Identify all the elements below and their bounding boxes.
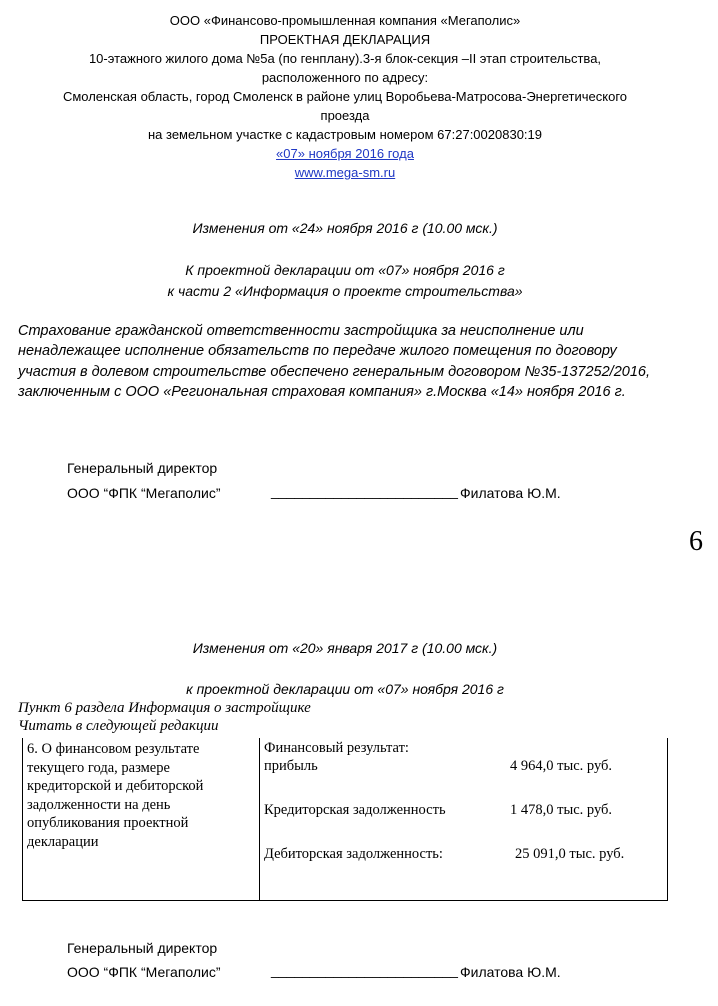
signature2-name: Филатова Ю.М.: [460, 964, 561, 980]
signature1-role: Генеральный директор: [67, 460, 218, 476]
change2-title: Изменения от «20» января 2017 г (10.00 мск.): [192, 640, 498, 656]
page-number: 6: [689, 526, 703, 557]
document-header: [0, 11, 690, 182]
change1-title: Изменения от «24» ноября 2016 г (10.00 мск.): [192, 220, 498, 236]
fin-result-row: [264, 740, 663, 758]
address-caption: расположенного по адресу:: [261, 70, 429, 85]
payables-row: [264, 802, 663, 820]
declaration-date-link[interactable]: «07» ноября 2016 года: [276, 146, 414, 161]
receivables-value: 25 091,0 тыс. руб.: [515, 846, 625, 862]
change2-read-as: Читать в следующей редакции: [18, 718, 219, 734]
signature2-role: Генеральный директор: [67, 940, 218, 956]
signature1-org: ООО “ФПК “Мегаполис”: [67, 485, 221, 501]
table-left-cell: 6. О финансовом результате текущего года, размере кредиторской и дебиторской задолженности на день опубликования проектной декларации: [23, 738, 260, 901]
profit-row: [264, 758, 663, 776]
fin-result-label: Финансовый результат:: [264, 740, 409, 756]
address-line-cont: проезда: [320, 108, 370, 123]
website-link[interactable]: www.mega-sm.ru: [294, 165, 396, 180]
signature1-name: Филатова Ю.М.: [460, 485, 561, 501]
financial-table: [22, 738, 668, 901]
declaration-title: ПРОЕКТНАЯ ДЕКЛАРАЦИЯ: [259, 32, 431, 47]
signature2-line: ________________________: [271, 962, 458, 978]
cadastral-number: на земельном участке с кадастровым номером 67:27:0020830:19: [147, 127, 542, 142]
change2-point: Пункт 6 раздела Информация о застройщике: [18, 700, 311, 716]
receivables-row: [264, 846, 663, 864]
payables-value: 1 478,0 тыс. руб.: [510, 802, 613, 818]
building-description: 10-этажного жилого дома №5а (по генплану).3-я блок-секция –II этап строительства,: [88, 51, 602, 66]
profit-value: 4 964,0 тыс. руб.: [510, 758, 613, 774]
table-row: [23, 738, 668, 901]
address-line: Смоленская область, город Смоленск в районе улиц Воробьева-Матросова-Энергетического: [62, 89, 628, 104]
change1-ref1: К проектной декларации от «07» ноября 2016 г: [185, 262, 505, 278]
change1-ref2: к части 2 «Информация о проекте строительства»: [167, 283, 523, 299]
signature2-org: ООО “ФПК “Мегаполис”: [67, 964, 221, 980]
profit-label: прибыль: [264, 758, 318, 774]
company-name: ООО «Финансово-промышленная компания «Мегаполис»: [169, 13, 521, 28]
change1-body: Страхование гражданской ответственности застройщика за неисполнение или ненадлежащее исполнение обязательств по передаче жилого помещения по договору участия в долевом строительстве обеспечено генеральным договором №35-137252/2016, заключенным с ООО «Региональная страховая компания» г.Москва «14» ноября 2016 г.: [18, 323, 650, 400]
table-right-cell: [260, 738, 668, 901]
receivables-label: Дебиторская задолженность:: [264, 846, 443, 862]
change2-ref1: к проектной декларации от «07» ноября 2016 г: [186, 681, 504, 697]
signature1-line: ________________________: [271, 483, 458, 499]
payables-label: Кредиторская задолженность: [264, 802, 446, 818]
